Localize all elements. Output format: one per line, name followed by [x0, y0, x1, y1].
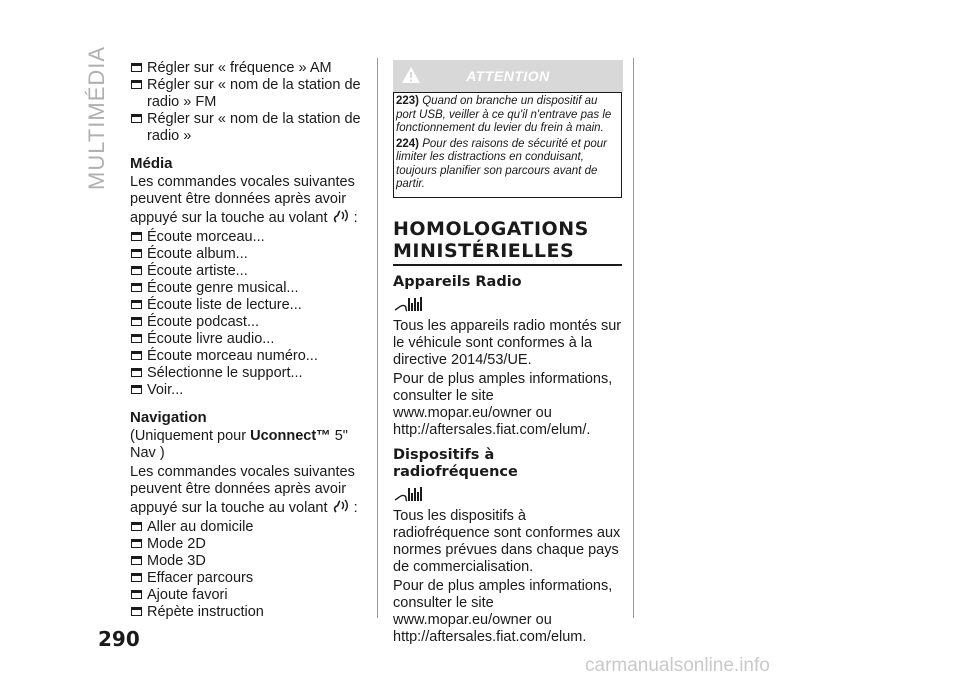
checkbox-bullet-icon — [131, 300, 142, 309]
media-heading: Média — [130, 155, 173, 172]
right-column — [393, 60, 622, 648]
checkbox-bullet-icon — [131, 232, 142, 241]
checkbox-bullet-icon — [131, 334, 142, 343]
left-column — [130, 60, 364, 621]
radio-heading: Appareils Radio — [393, 273, 522, 290]
list-item: Régler sur « nom de la station de radio » — [130, 111, 364, 145]
navigation-note: (Uniquement pour Uconnect™ 5" Nav ) — [130, 428, 348, 461]
list-item: Voir... — [130, 382, 364, 399]
homologations-heading: HOMOLOGATIONS MINISTÉRIELLES — [393, 218, 622, 266]
checkbox-bullet-icon — [131, 556, 142, 565]
checkbox-bullet-icon — [131, 114, 142, 123]
checkbox-bullet-icon — [131, 283, 142, 292]
checkbox-bullet-icon — [131, 368, 142, 377]
attention-note: 223) Quand on branche un dispositif au port USB, veiller à ce qu'il n'entrave pas le fonctionnement du levier du frein à main. — [396, 95, 612, 134]
list-item: Écoute genre musical... — [130, 280, 364, 297]
watermark: carmanualsonline.info — [585, 655, 770, 676]
list-item: Écoute morceau numéro... — [130, 348, 364, 365]
checkbox-bullet-icon — [131, 607, 142, 616]
checkbox-bullet-icon — [131, 80, 142, 89]
list-item: Écoute podcast... — [130, 314, 364, 331]
list-item: Écoute album... — [130, 246, 364, 263]
list-item: Aller au domicile — [130, 519, 364, 536]
media-intro: Les commandes vocales suivantes peuvent être données après avoir appuyé sur la touche au volant : — [130, 174, 358, 226]
rf-heading: Dispositifs à radiofréquence — [393, 446, 518, 480]
column-divider — [633, 58, 634, 618]
checkbox-bullet-icon — [131, 317, 142, 326]
list-item: Écoute morceau... — [130, 229, 364, 246]
list-item: Répète instruction — [130, 604, 364, 621]
navigation-intro: Les commandes vocales suivantes peuvent être données après avoir appuyé sur la touche au volant : — [130, 464, 358, 516]
list-item: Régler sur « nom de la station de radio » FM — [130, 77, 364, 111]
navigation-heading: Navigation — [130, 409, 207, 426]
section-tab: MULTIMÉDIA — [84, 45, 109, 190]
checkbox-bullet-icon — [131, 573, 142, 582]
radio-equipment-icon — [393, 484, 433, 504]
voice-command-icon — [332, 208, 350, 225]
radio-paragraph: Tous les appareils radio montés sur le véhicule sont conformes à la directive 2014/53/UE. — [393, 317, 622, 368]
list-item: Écoute livre audio... — [130, 331, 364, 348]
checkbox-bullet-icon — [131, 385, 142, 394]
column-divider — [377, 58, 378, 618]
list-item: Effacer parcours — [130, 570, 364, 587]
list-item: Sélectionne le support... — [130, 365, 364, 382]
attention-box — [393, 92, 622, 198]
attention-header — [393, 60, 623, 92]
checkbox-bullet-icon — [131, 522, 142, 531]
list-item: Régler sur « fréquence » AM — [130, 60, 364, 77]
rf-paragraph: Pour de plus amples informations, consulter le site www.mopar.eu/owner ou http://aftersales.fiat.com/elum. — [393, 577, 613, 645]
checkbox-bullet-icon — [131, 266, 142, 275]
checkbox-bullet-icon — [131, 590, 142, 599]
attention-note: 224) Pour des raisons de sécurité et pour limiter les distractions en conduisant, toujours planifier son parcours avant de partir. — [396, 137, 607, 190]
checkbox-bullet-icon — [131, 539, 142, 548]
list-item: Mode 2D — [130, 536, 364, 553]
voice-command-icon — [332, 498, 350, 515]
list-item: Mode 3D — [130, 553, 364, 570]
list-item: Écoute artiste... — [130, 263, 364, 280]
rf-paragraph: Tous les dispositifs à radiofréquence sont conformes aux normes prévues dans chaque pays de commercialisation. — [393, 507, 621, 575]
checkbox-bullet-icon — [131, 63, 142, 72]
list-item: Ajoute favori — [130, 587, 364, 604]
checkbox-bullet-icon — [131, 351, 142, 360]
radio-equipment-icon — [393, 294, 433, 314]
page-number: 290 — [98, 627, 140, 651]
attention-title: ATTENTION — [466, 68, 550, 84]
checkbox-bullet-icon — [131, 249, 142, 258]
list-item: Écoute liste de lecture... — [130, 297, 364, 314]
radio-paragraph: Pour de plus amples informations, consulter le site www.mopar.eu/owner ou http://aftersales.fiat.com/elum/. — [393, 370, 613, 438]
